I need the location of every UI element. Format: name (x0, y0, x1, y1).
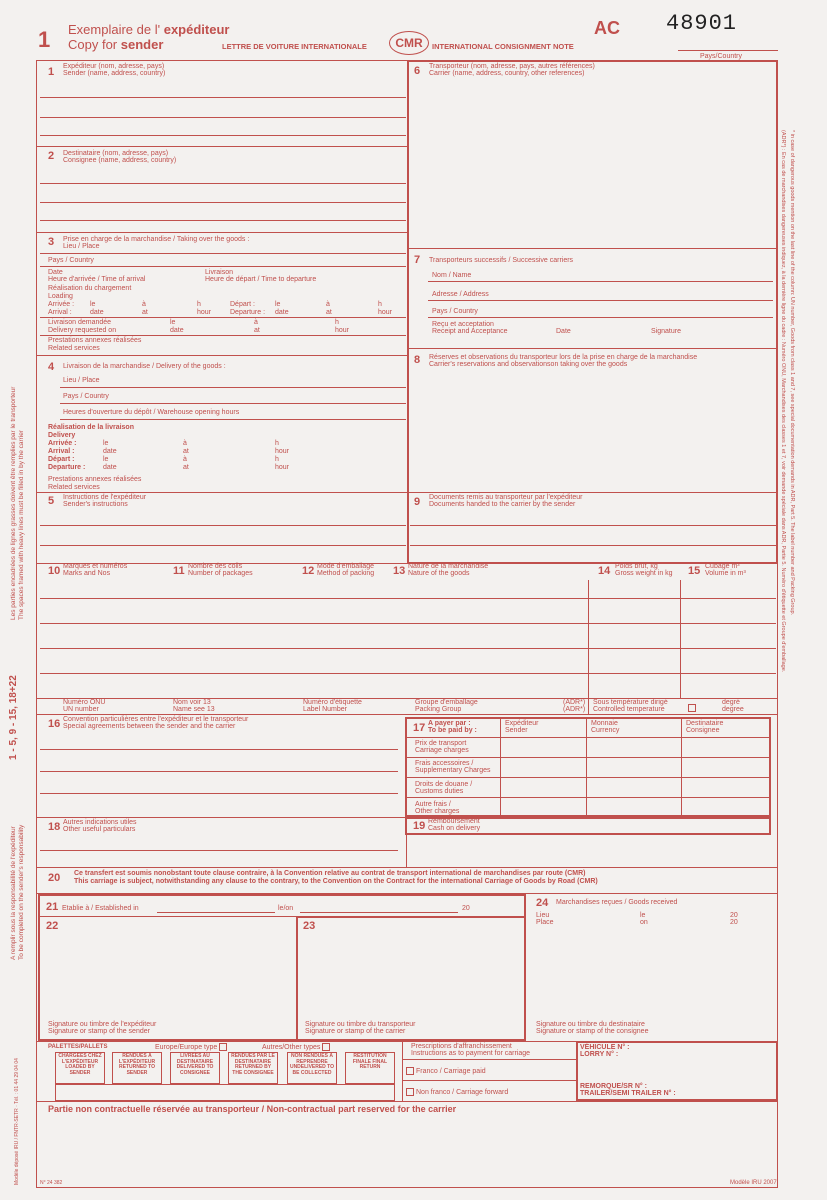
adr-mark-1: (ADR*) (563, 699, 586, 706)
adr-mark-2: (ADR*) (563, 706, 586, 713)
adr-groupe: Groupe d'emballage (415, 699, 478, 706)
box-7-signature: Signature (651, 328, 681, 335)
box-3-date-1: date (90, 309, 104, 316)
box-23-sig-en: Signature or stamp of the carrier (305, 1028, 406, 1035)
box-3-pays: Pays / Country (48, 257, 94, 264)
adr-onu: Numéro ONU (63, 699, 106, 706)
box-3-departure: Departure : (230, 309, 266, 316)
europe-type (155, 1043, 229, 1052)
box-20-text-fr: Ce transfert est soumis nonobstant toute clause contraire, à la Convention relative au contrat de transport international de marchandises par route (CMR) (74, 870, 586, 877)
franco-checkbox[interactable] (406, 1067, 414, 1075)
box-3-livraison: Livraison (205, 269, 234, 276)
box-24-year-2: 20 (730, 919, 738, 926)
adr-degre: degré (722, 699, 740, 706)
box-3-date: Date (48, 269, 63, 276)
box-10-label-en: Marks and Nos (63, 570, 111, 577)
europe-checkbox[interactable] (219, 1043, 227, 1051)
box-4-hour-2: hour (275, 464, 290, 471)
box-3-realisation: Réalisation du chargement (48, 285, 132, 292)
box-3-number: 3 (48, 236, 55, 248)
autres-checkbox[interactable] (322, 1043, 330, 1051)
autres-type (262, 1043, 332, 1052)
copy-for: Copy for (68, 37, 118, 52)
box-5-number: 5 (48, 495, 55, 507)
side-left-foot: Modèle déposé IRU / FNTR-SETR · Tél. : 01 44 29 04 04 (14, 1058, 20, 1185)
side-right: (ADR*) : En cas de marchandises dangereuses indiquez, à la dernière ligne du cadre : Numéro ONU, Marchandises des classes 1 et 7, voir demande spéciale dans ADR, Partie 5. Numéro d'étiquette et Groupe d'emballage. (780, 130, 786, 673)
box-4-heures: Heures d'ouverture du dépôt / Warehouse opening hours (63, 409, 240, 416)
box-4-departure: Departure : (48, 464, 86, 471)
box-3-hour-2: hour (378, 309, 393, 316)
non-contractual-title: Partie non contractuelle réservée au transporteur / Non-contractual part reserved for the carrier (48, 1104, 457, 1114)
franco-option[interactable] (406, 1067, 486, 1076)
side-left-bottom: A remplir sous la responsabilité de l'expéditeur (10, 826, 17, 960)
box-22-number: 22 (46, 920, 59, 932)
box-3-le-3: le (170, 319, 176, 326)
copy-for-line (68, 37, 163, 52)
box-14-number: 14 (598, 565, 611, 577)
box-24-title: Marchandises reçues / Goods received (556, 899, 678, 906)
side-left-mid: 1 - 5, 9 - 15, 18+22 (8, 675, 19, 760)
box-21-le: le/on (278, 905, 294, 912)
side-left-bottom2: To be completed on the sender's responsability (18, 824, 25, 960)
pallet-cell-1: CHARGÉES CHEZ L'EXPÉDITEUR LOADED BY SENDER (55, 1052, 105, 1084)
pallet-cell-5: NON RENDUES À REPRENDRE UNDELIVERED TO BE COLLECTED (287, 1052, 337, 1084)
prescriptions: Prescriptions d'affranchissement (411, 1043, 512, 1050)
box-4-lieu: Lieu / Place (63, 377, 100, 384)
box-9-label-en: Documents handed to the carrier by the sender (429, 501, 576, 508)
adr-controlled: Controlled temperature (593, 706, 665, 713)
box-4-arrival: Arrival : (48, 448, 75, 455)
box-7-nom: Nom / Name (432, 272, 472, 279)
box-3-title: Prise en charge de la marchandise / Taking over the goods : (63, 236, 250, 243)
box-17-destinataire: Destinataire (686, 720, 724, 727)
box-17-droits: Droits de douane / (415, 781, 473, 788)
non-franco-option[interactable] (406, 1088, 508, 1097)
cmr-logo: CMR (389, 31, 429, 55)
pallet-cell-6: RESTITUTION FINALE FINAL RETURN (345, 1052, 395, 1084)
box-4-arrivee: Arrivée : (48, 440, 77, 447)
box-3-delivery-req: Delivery requested on (48, 327, 117, 334)
pays-country-header: Pays/Country (700, 53, 743, 60)
box-12-label-fr: Mode d'emballage (317, 563, 374, 570)
box-24-place: Place (536, 919, 554, 926)
pallet-cell-4: RENDUES PAR LE DESTINATAIRE RETURNED BY THE CONSIGNEE (228, 1052, 278, 1084)
trailer-label: TRAILER/SEMI TRAILER N° : (580, 1090, 676, 1097)
box-1-label-fr: Expéditeur (nom, adresse, pays) (63, 63, 165, 70)
box-4-number: 4 (48, 361, 55, 373)
box-7-number: 7 (414, 254, 421, 266)
serial-number: 48901 (666, 11, 738, 36)
exemplaire-bold: expéditeur (163, 22, 230, 37)
box-9-label-fr: Documents remis au transporteur par l'expéditeur (429, 494, 583, 501)
box-3-related: Related services (48, 345, 100, 352)
box-10-number: 10 (48, 565, 61, 577)
box-4-le-2: le (103, 456, 109, 463)
box-4-title: Livraison de la marchandise / Delivery of the goods : (63, 363, 226, 370)
box-8-label-en: Carrier's reservations and observationson taking over the goods (429, 361, 628, 368)
box-9-number: 9 (414, 496, 421, 508)
box-23-sig-fr: Signature ou timbre du transporteur (305, 1021, 416, 1028)
adr-un: UN number (63, 706, 99, 713)
palettes-title: PALETTES/PALLETS (48, 1044, 108, 1050)
title-en: INTERNATIONAL CONSIGNMENT NOTE (432, 42, 574, 51)
vehicule-label: VÉHICULE N° : (580, 1044, 630, 1051)
box-21-number: 21 (46, 901, 59, 913)
footer-ref: N° 24 382 (40, 1180, 63, 1186)
box-8-number: 8 (414, 354, 421, 366)
box-14-label-fr: Poids brut, kg (615, 563, 658, 570)
europe-label: Europe/Europe type (155, 1043, 218, 1051)
box-2-label-en: Consignee (name, address, country) (63, 157, 177, 164)
ac-code: AC (594, 18, 620, 38)
box-24-year-1: 20 (730, 912, 738, 919)
box-3-le-1: le (90, 301, 96, 308)
box-7-receipt: Receipt and Acceptance (432, 328, 508, 335)
box-3-h-1: h (197, 301, 201, 308)
box-22-sig-fr: Signature ou timbre de l'expéditeur (48, 1021, 157, 1028)
box-17-consignee: Consignee (686, 727, 720, 734)
box-3-a-2: à (326, 301, 330, 308)
box-3-prestations: Prestations annexes réalisées (48, 337, 142, 344)
instructions: Instructions as to payment for carriage (411, 1050, 531, 1057)
box-13-number: 13 (393, 565, 406, 577)
box-3-arrival: Arrival : (48, 309, 72, 316)
box-20-number: 20 (48, 872, 61, 884)
box-12-label-en: Method of packing (317, 570, 375, 577)
box-19-label-en: Cash on delivery (428, 825, 481, 832)
box-20-text-en: This carriage is subject, notwithstanding any clause to the contrary, to the Convention on the Contract for the international Carriage of Goods by Road (CMR) (74, 878, 598, 885)
box-6-label-en: Carrier (name, address, country, other references) (429, 70, 585, 77)
box-3-depart: Départ : (230, 301, 255, 308)
box-3-date-2: date (275, 309, 289, 316)
box-17-currency: Currency (591, 727, 620, 734)
adr-etiquette: Numéro d'étiquette (303, 699, 362, 706)
box-17-expediteur: Expéditeur (505, 720, 539, 727)
box-3-le-2: le (275, 301, 281, 308)
footer-model: Modèle IRU 2007 (730, 1180, 777, 1186)
box-5-label-en: Sender's instructions (63, 501, 128, 508)
box-17-supp: Supplementary Charges (415, 767, 491, 774)
box-4-realisation: Réalisation de la livraison (48, 424, 134, 431)
box-4-prestations: Prestations annexes réalisées (48, 476, 142, 483)
box-7-adresse: Adresse / Address (432, 291, 489, 298)
box-24-number: 24 (536, 897, 549, 909)
box-15-number: 15 (688, 565, 701, 577)
box-3-at-3: at (254, 327, 260, 334)
box-18-number: 18 (48, 821, 61, 833)
box-18-label-en: Other useful particulars (63, 826, 136, 833)
box-24-lieu: Lieu (536, 912, 550, 919)
box-3-lieu: Lieu / Place (63, 243, 100, 250)
box-17-other: Other charges (415, 808, 460, 815)
box-22-sig-en: Signature or stamp of the sender (48, 1028, 150, 1035)
side-left-top: Les parties encadrées de lignes grasses doivent être remplies par le transporteur (10, 386, 17, 620)
copy-for-bold: sender (120, 37, 164, 52)
box-13-label-en: Nature of the goods (408, 570, 470, 577)
box-7-date: Date (556, 328, 571, 335)
non-franco-checkbox[interactable] (406, 1088, 414, 1096)
box-19-label-fr: Remboursement (428, 818, 480, 825)
box-17-prix: Prix de transport (415, 740, 467, 747)
box-17-customs: Customs duties (415, 788, 464, 795)
box-18-label-fr: Autres indications utiles (63, 819, 137, 826)
box-3-date-3: date (170, 327, 184, 334)
box-4-le-1: le (103, 440, 109, 447)
box-2-number: 2 (48, 150, 55, 162)
box-3-hour-3: hour (335, 327, 350, 334)
box-17-title-fr: A payer par : (428, 720, 471, 727)
box-4-depart: Départ : (48, 456, 75, 463)
box-15-label-en: Volume in m³ (705, 570, 746, 577)
box-3-h-3: h (335, 319, 339, 326)
box-19-number: 19 (413, 820, 426, 832)
box-24-on: on (640, 919, 648, 926)
box-15-label-fr: Cubage m³ (705, 563, 740, 570)
box-17-sender: Sender (505, 727, 528, 734)
adr-nom-voir: Nom voir 13 (173, 699, 211, 706)
pallet-cell-3: LIVRÉES AU DESTINATAIRE DELIVERED TO CONSIGNEE (170, 1052, 220, 1084)
autres-label: Autres/Other types (262, 1043, 321, 1051)
box-17-frais: Frais accessoires / (415, 760, 474, 767)
box-24-le: le (640, 912, 646, 919)
adr-degree: degree (722, 706, 744, 713)
box-3-loading: Loading (48, 293, 73, 300)
box-13-label-fr: Nature de la marchandise (408, 563, 489, 570)
box-6-number: 6 (414, 65, 421, 77)
box-7-pays: Pays / Country (432, 308, 478, 315)
box-23-number: 23 (303, 920, 316, 932)
box-12-number: 12 (302, 565, 315, 577)
adr-name-see: Name see 13 (173, 706, 215, 713)
box-11-label-en: Number of packages (188, 570, 253, 577)
box-2-label-fr: Destinataire (nom, adresse, pays) (63, 150, 169, 157)
box-21-year: 20 (462, 905, 470, 912)
box-3-hour-1: hour (197, 309, 212, 316)
box-5-label-fr: Instructions de l'expéditeur (63, 494, 147, 501)
box-3-livr-dem: Livraison demandée (48, 319, 112, 326)
franco-label: Franco / Carriage paid (416, 1067, 486, 1075)
box-1-number: 1 (48, 66, 55, 78)
box-3-a-3: à (254, 319, 258, 326)
box-4-date-2: date (103, 464, 117, 471)
box-7-recu: Reçu et acceptation (432, 321, 494, 328)
adr-sous-temp: Sous température dirigé (593, 699, 668, 706)
box-4-a-2: à (183, 456, 187, 463)
box-17-title-en: To be paid by : (428, 727, 477, 734)
box-4-pays: Pays / Country (63, 393, 109, 400)
box-17-monnaie: Monnaie (591, 720, 618, 727)
non-franco-label: Non franco / Carriage forward (416, 1088, 509, 1096)
box-4-a-1: à (183, 440, 187, 447)
box-3-heure-dep: Heure de départ / Time to departure (205, 276, 317, 283)
box-3-heure-arr: Heure d'arrivée / Time of arrival (48, 276, 146, 283)
box-1-label-en: Sender (name, address, country) (63, 70, 166, 77)
box-4-h-1: h (275, 440, 279, 447)
box-16-label-en: Special agreements between the sender and the carrier (63, 723, 236, 730)
box-17-carriage: Carriage charges (415, 747, 469, 754)
box-7-title: Transporteurs successifs / Successive carriers (429, 257, 574, 264)
box-16-label-fr: Convention particulières entre l'expéditeur et le transporteur (63, 716, 249, 723)
box-14-label-en: Gross weight in kg (615, 570, 673, 577)
box-11-number: 11 (173, 565, 185, 577)
exemplaire-prefix: Exemplaire de l' (68, 22, 161, 37)
box-24-sig-fr: Signature ou timbre du destinataire (536, 1021, 645, 1028)
copy-number: 1 (38, 27, 51, 52)
box-4-hour-1: hour (275, 448, 290, 455)
box-11-label-fr: Nombre des colis (188, 563, 243, 570)
box-3-h-2: h (378, 301, 382, 308)
box-16-number: 16 (48, 718, 61, 730)
lorry-label: LORRY N° : (580, 1051, 619, 1058)
side-left-top2: The spaces framed with heavy lines must be filled in by the carrier (18, 429, 25, 620)
adr-label: Label Number (303, 706, 347, 713)
box-24-sig-en: Signature or stamp of the consignee (536, 1028, 649, 1035)
box-4-at-2: at (183, 464, 189, 471)
box-3-arrivee: Arrivée : (48, 301, 75, 308)
box-17-number: 17 (413, 722, 426, 734)
box-3-at-2: at (326, 309, 332, 316)
temp-checkbox[interactable] (688, 704, 696, 712)
box-4-h-2: h (275, 456, 279, 463)
side-right2: * in case of dangerous goods mention on the last line of the column: UN number, Goods from class 1 and 7, see special documentation demands in ADR, Part 5. The label number and Packing Group. (789, 130, 795, 616)
box-8-label-fr: Réserves et observations du transporteur lors de la prise en charge de la marchandise (429, 354, 698, 361)
box-3-a-1: à (142, 301, 146, 308)
box-3-at-1: at (142, 309, 148, 316)
box-21-text: Etablie à / Established in (62, 905, 139, 912)
pallet-cell-2: RENDUES À L'EXPÉDITEUR RETURNED TO SENDER (112, 1052, 162, 1084)
box-17-autre: Autre frais / (415, 801, 451, 808)
box-4-related: Related services (48, 484, 100, 491)
exemplaire-line (68, 22, 229, 37)
remorque-label: REMORQUE/SR N° : (580, 1083, 647, 1090)
title-fr: LETTRE DE VOITURE INTERNATIONALE (222, 42, 367, 51)
adr-packing-group: Packing Group (415, 706, 462, 713)
box-6-label-fr: Transporteur (nom, adresse, pays, autres références) (429, 63, 595, 70)
box-4-date-1: date (103, 448, 117, 455)
box-10-label-fr: Marques et numéros (63, 563, 128, 570)
box-4-at-1: at (183, 448, 189, 455)
box-4-delivery: Delivery (48, 432, 76, 439)
